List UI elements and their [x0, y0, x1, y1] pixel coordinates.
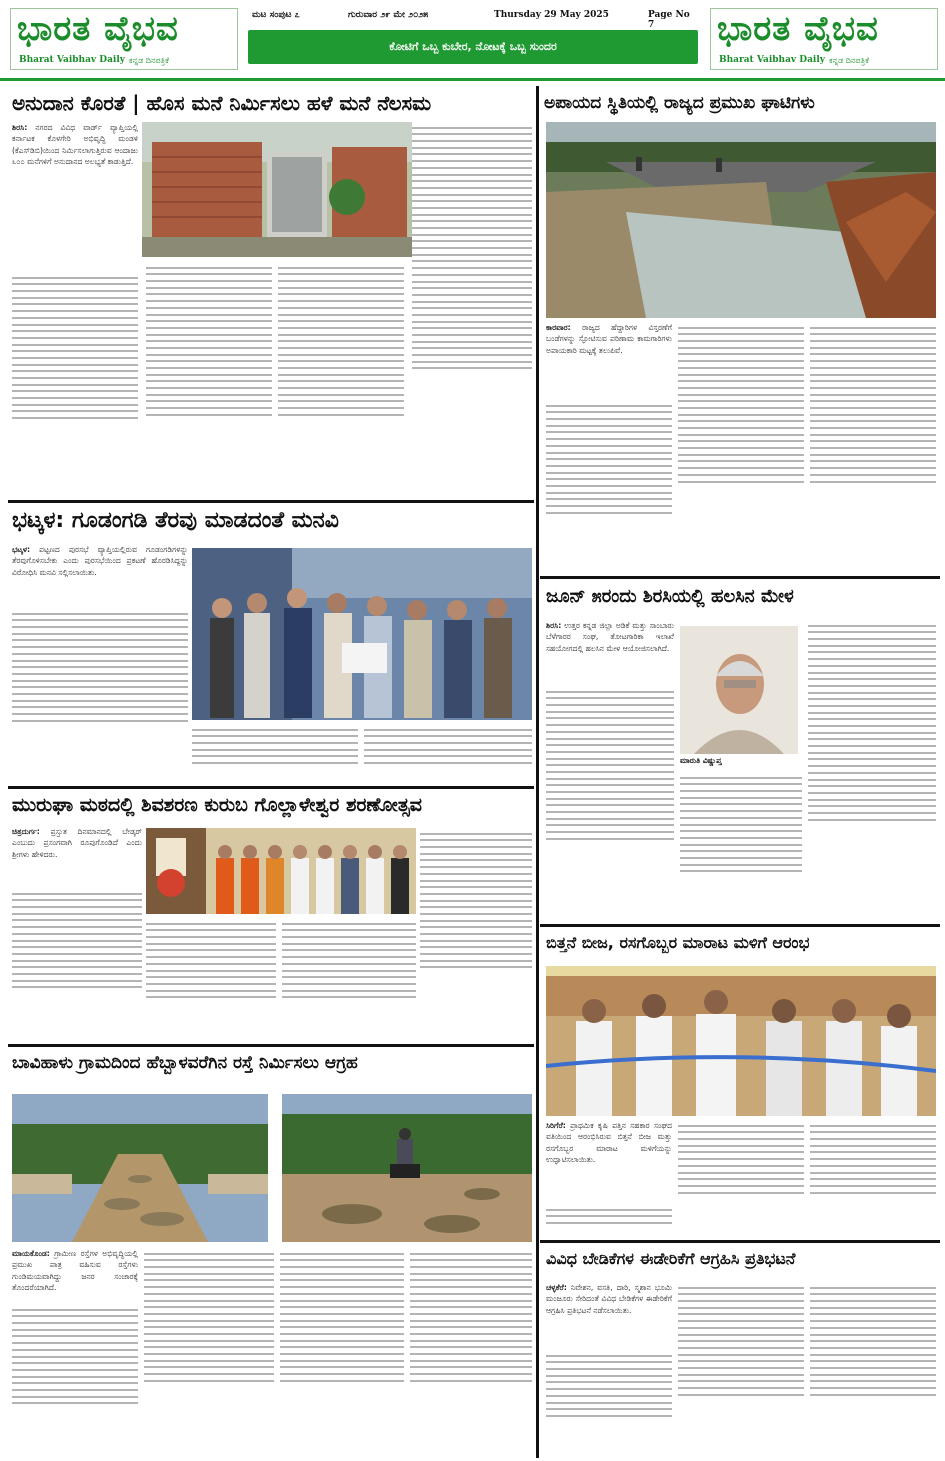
headline-a4: ಜೂನ್ ೫ರಂದು ಶಿರಸಿಯಲ್ಲಿ ಹಲಸಿನ ಮೇಳ — [546, 586, 794, 607]
dateline-a8: ಚಳ್ಳಕೆರೆ: — [546, 1283, 567, 1292]
a5-col3-text — [282, 918, 416, 1040]
lead-a7: ಗ್ರಾಮೀಣ ರಸ್ತೆಗಳ ಅಭಿವೃದ್ಧಿಯಲ್ಲಿ ಪ್ರಮುಖ ಪಾತ್ರ ವಹಿಸುವ ರಸ್ತೆಗಳು ಗುಂಡಿಮಯವಾಗಿದ್ದು ಜನರ ಸಂಚಾರಕ್ಕೆ ತೊಂದರೆಯಾಗಿದೆ. — [12, 1249, 138, 1293]
a8-col2-text — [678, 1282, 804, 1456]
a8-col1-lead — [546, 1282, 672, 1346]
dateline-a7: ಮಾಯಕೊಂಡ: — [12, 1249, 50, 1258]
headline-a7: ಬಾವಿಹಾಳು ಗ್ರಾಮದಿಂದ ಹೆಬ್ಬಾಳವರೆಗಿನ ರಸ್ತೆ ನಿರ್ಮಿಸಲು ಆಗ್ರಹ — [12, 1053, 358, 1073]
a7-col2-text — [144, 1248, 274, 1456]
divider — [8, 500, 534, 503]
photo-a3 — [192, 548, 532, 720]
photo-a6 — [546, 966, 936, 1116]
logo-english: Bharat Vaibhav Daily — [19, 55, 125, 65]
a5-col1-text — [12, 888, 142, 1040]
a1-col4-text — [412, 122, 532, 494]
logo-subtitle: ಕನ್ನಡ ದಿನಪತ್ರಿಕೆ — [829, 56, 870, 65]
a6-col2-text — [678, 1120, 804, 1236]
headline-a2: ಅಪಾಯದ ಸ್ಥಿತಿಯಲ್ಲಿ ರಾಜ್ಯದ ಪ್ರಮುಖ ಘಾಟಿಗಳು — [544, 93, 815, 113]
lead-a2: ರಾಜ್ಯದ ಹೆದ್ದಾರಿಗಳ ವಿಸ್ತರಣೆಗೆ ಬಂಡೆಗಳನ್ನು ಸ್ಫೋಟಿಸುವ ಪರಿಣಾಮ ಕಾಮಗಾರಿಗಳು ಅಪಾಯಕಾರಿ ಮಟ್ಟಕ್ಕೆ ತಲುಪಿವೆ. — [546, 323, 672, 355]
photo-a7-right — [282, 1094, 532, 1242]
issue-volume: ಮಟ ಸಂಪುಟ ೭ — [252, 10, 300, 20]
a6-col1-lead — [546, 1120, 672, 1200]
divider — [540, 1240, 940, 1243]
logo-title: ಭಾರತ ವೈಭವ — [17, 9, 179, 49]
headline-a8: ವಿವಿಧ ಬೇಡಿಕೆಗಳ ಈಡೇರಿಕೆಗೆ ಆಗ್ರಹಿಸಿ ಪ್ರತಿಭಟನೆ — [546, 1249, 796, 1268]
a4-col1-text — [546, 686, 674, 920]
dateline-a3: ಭಟ್ಕಳ: — [12, 545, 31, 554]
logo-title: ಭಾರತ ವೈಭವ — [717, 9, 879, 49]
lead-a5: ಪ್ರಸ್ತುತ ದಿನಮಾನದಲ್ಲಿ ಬೇಡ್ಕರ್ ಎಂಬುದು ಪ್ರಸಂಗವಾಗಿ ರೂಪುಗೊಂಡಿದೆ ಎಂದು ಶ್ರೀಗಳು ಹೇಳಿದರು. — [12, 827, 142, 859]
a4-col3-text — [808, 620, 936, 920]
headline-a3: ಭಟ್ಕಳ: ಗೂಡಂಗಡಿ ತೆರವು ಮಾಡದಂತೆ ಮನವಿ — [12, 508, 339, 533]
lead-a8: ನಿವೇಶನ, ವಸತಿ, ದಾರಿ, ಸ್ಮಶಾನ ಭೂಮಿ ಮಂಜೂರು ಸೇರಿದಂತೆ ವಿವಿಧ ಬೇಡಿಕೆಗಳ ಈಡೇರಿಕೆಗೆ ಆಗ್ರಹಿಸಿ ಪ್ರತಿಭಟನೆ ನಡೆಸಲಾಯಿತು. — [546, 1283, 672, 1315]
headline-a1: ಅನುದಾನ ಕೊರತೆ | ಹೊಸ ಮನೆ ನಿರ್ಮಿಸಲು ಹಳೆ ಮನೆ ನೆಲಸಮ — [12, 91, 432, 115]
divider — [8, 786, 534, 789]
logo-subtitle: ಕನ್ನಡ ದಿನಪತ್ರಿಕೆ — [129, 56, 170, 65]
photo-a5 — [146, 828, 416, 914]
dateline-a6: ಸಿರಿಗೆರೆ: — [546, 1121, 566, 1130]
masthead-rule — [0, 78, 945, 81]
dateline-a4: ಶಿರಸಿ: — [546, 621, 562, 630]
a1-col1-lead — [12, 122, 138, 270]
dateline-a5: ಚಿತ್ರದುರ್ಗ: — [12, 827, 40, 836]
issue-date: Thursday 29 May 2025 — [494, 10, 609, 20]
issue-info-row — [248, 10, 698, 30]
divider — [540, 576, 940, 579]
issue-kannada-date: ಗುರುವಾರ ೨೯ ಮೇ ೨೦೨೫ — [348, 10, 429, 20]
a5-col1-lead — [12, 826, 142, 884]
photo-a2 — [546, 122, 936, 318]
a7-col4-text — [410, 1248, 532, 1456]
photo-a4 — [680, 626, 798, 754]
a4-col1-lead — [546, 620, 674, 682]
a3-col1-text — [12, 608, 188, 780]
a2-col3-text — [810, 322, 936, 570]
divider — [8, 1044, 534, 1047]
divider — [540, 924, 940, 927]
a3-col2-text — [192, 724, 358, 782]
photo-a1 — [142, 122, 412, 257]
a2-col1-text — [546, 400, 672, 570]
a3-col3-text — [364, 724, 532, 782]
a2-col2-text — [678, 322, 804, 570]
logo-english: Bharat Vaibhav Daily — [719, 55, 825, 65]
masthead — [0, 0, 945, 86]
dateline-a1: ಶಿರಸಿ: — [12, 123, 28, 132]
page-number: Page No 7 — [648, 10, 690, 30]
lead-a3: ಪಟ್ಟಣದ ಪುರಸಭೆ ವ್ಯಾಪ್ತಿಯಲ್ಲಿರುವ ಗೂಡಂಗಡಿಗಳನ್ನು ತೆರವುಗೊಳಿಸಬೇಕು ಎಂದು ಪುರಸಭೆಯಿಂದ ಪ್ರಕಟಣೆ ಹೊರಡಿಸಿದ್ದನ್ನು ವಿರೋಧಿಸಿ ಮನವಿ ಸಲ್ಲಿಸಲಾಯಿತು. — [12, 545, 188, 577]
a1-col3-text — [278, 262, 404, 494]
a7-col3-text — [280, 1248, 404, 1456]
lead-a6: ಪ್ರಾಥಮಿಕ ಕೃಷಿ ಪತ್ತಿನ ಸಹಕಾರ ಸಂಘದ ವತಿಯಿಂದ ಆರಂಭಿಸಿರುವ ಬಿತ್ತನೆ ಬೀಜ ಮತ್ತು ರಸಗೊಬ್ಬರ ಮಾರಾಟ ಮಳಿಗೆಯನ್ನು ಉದ್ಘಾಟಿಸಲಾಯಿತು. — [546, 1121, 672, 1165]
a5-col2-text — [146, 918, 276, 1040]
a7-col1-text — [12, 1304, 138, 1456]
a8-col1-text — [546, 1350, 672, 1456]
a2-col1-lead — [546, 322, 672, 396]
headline-a6: ಬಿತ್ತನೆ ಬೀಜ, ರಸಗೊಬ್ಬರ ಮಾರಾಟ ಮಳಿಗೆ ಆರಂಭ — [546, 933, 810, 952]
photo-a7-left — [12, 1094, 268, 1242]
a1-col1-text — [12, 272, 138, 494]
tagline-banner: ಕೋಟಿಗೆ ಒಬ್ಬ ಕುಬೇರ, ನೋಟಕ್ಕೆ ಒಬ್ಬ ಸುಂದರ — [248, 30, 698, 64]
dateline-a2: ಕಾರವಾರ: — [546, 323, 571, 332]
lead-a4: ಉತ್ತರ ಕನ್ನಡ ಜಿಲ್ಲಾ ಅಡಿಕೆ ಮತ್ತು ಸಾಂಬಾರು ಬೆಳೆಗಾರರ ಸಂಘ, ತೋಟಗಾರಿಕಾ ಇಲಾಖೆ ಸಹಯೋಗದಲ್ಲಿ ಹಲಸಿನ ಮೇಳ ಆಯೋಜಿಸಲಾಗಿದೆ. — [546, 621, 674, 653]
logo-right — [710, 8, 938, 70]
a1-col2-text — [146, 262, 272, 494]
column-divider — [536, 86, 539, 1458]
lead-a1: ನಗರದ ವಿವಿಧ ವಾರ್ಡ್ ವ್ಯಾಪ್ತಿಯಲ್ಲಿ ಕರ್ನಾಟಕ ಕೊಳಗೇರಿ ಅಭಿವೃದ್ಧಿ ಮಂಡಳಿ (ಕೆಎಸ್‌ಡಿಬಿ)ಯಿಂದ ನಿರ್ಮಿಸಲಾಗುತ್ತಿರುವ ಆಂದಾಜು ೬೦೦ ಮನೆಗಳಿಗೆ ಅನುದಾನದ ಅಲಭ್ಯತೆ ಕಾಡುತ್ತಿದೆ. — [12, 123, 138, 167]
a8-col3-text — [810, 1282, 936, 1456]
photo-caption-a4: ಮಾರುತಿ ವಿಷ್ಣುಪ್ತ — [680, 756, 722, 765]
a3-col1-lead — [12, 544, 188, 604]
a6-col3-text — [810, 1120, 936, 1236]
a4-col2-text — [680, 772, 802, 920]
a6-col1-text — [546, 1204, 672, 1236]
headline-a5: ಮುರುಘಾ ಮಠದಲ್ಲಿ ಶಿವಶರಣ ಕುರುಬ ಗೊಲ್ಲಾಳೇಶ್ವರ ಶರಣೋತ್ಸವ — [12, 794, 422, 816]
logo-left — [10, 8, 238, 70]
a5-col4-text — [420, 828, 532, 1040]
a7-col1-lead — [12, 1248, 138, 1300]
